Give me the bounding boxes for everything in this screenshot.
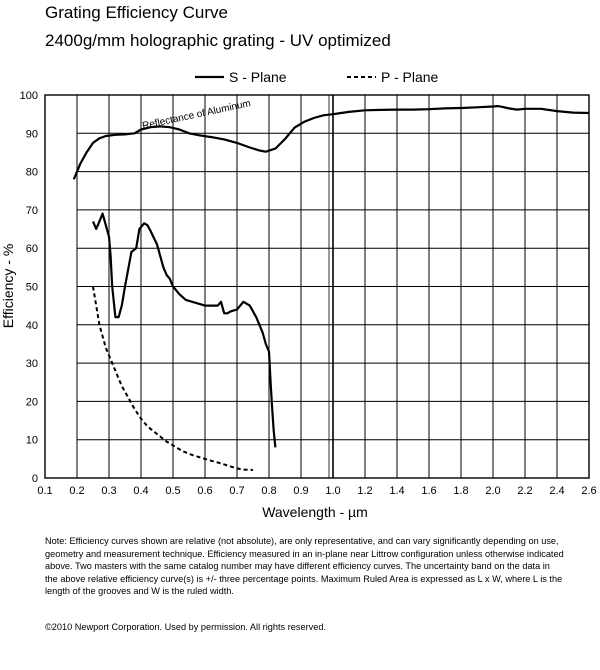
y-tick-label: 30 <box>25 358 38 371</box>
x-tick-label: 2.0 <box>485 485 501 497</box>
y-tick-label: 20 <box>25 396 38 409</box>
x-tick-label: 0.7 <box>229 485 245 497</box>
legend-p-plane-label: P - Plane <box>381 69 439 85</box>
y-tick-label: 80 <box>25 166 38 179</box>
x-tick-label: 0.4 <box>133 485 149 497</box>
x-tick-label: 0.6 <box>197 485 213 497</box>
legend-s-plane-label: S - Plane <box>229 69 287 85</box>
y-tick-label: 60 <box>25 243 38 256</box>
x-tick-label: 2.6 <box>581 485 597 497</box>
x-tick-label: 1.0 <box>325 485 341 497</box>
x-tick-label: 0.2 <box>69 485 85 497</box>
x-tick-label: 1.4 <box>389 485 405 497</box>
x-tick-label: 2.2 <box>517 485 533 497</box>
x-tick-label: 0.3 <box>101 485 117 497</box>
y-tick-label: 50 <box>25 281 38 294</box>
x-tick-label: 0.5 <box>165 485 181 497</box>
y-tick-label: 100 <box>19 90 38 102</box>
copyright: ©2010 Newport Corporation. Used by permission. All rights reserved. <box>45 622 326 632</box>
chart-title: Grating Efficiency Curve <box>45 3 228 22</box>
x-tick-label: 2.4 <box>549 485 565 497</box>
series-lines <box>74 106 589 470</box>
y-axis-label: Efficiency - % <box>0 243 16 329</box>
grid <box>45 95 589 478</box>
x-tick-label: 1.2 <box>357 485 373 497</box>
aluminum-reflectance-annotation: Reflectance of Aluminum <box>141 98 252 132</box>
legend <box>195 69 439 85</box>
chart-subtitle: 2400g/mm holographic grating - UV optimized <box>45 31 391 50</box>
y-tick-label: 10 <box>25 434 38 447</box>
x-tick-label: 1.6 <box>421 485 437 497</box>
y-tick-label: 0 <box>31 473 38 485</box>
x-tick-label: 1.8 <box>453 485 469 497</box>
s-plane-line <box>93 214 275 448</box>
x-tick-label: 0.8 <box>261 485 277 497</box>
y-tick-label: 40 <box>25 319 38 332</box>
x-tick-label: 0.9 <box>293 485 309 497</box>
footnote: Note: Efficiency curves shown are relative (not absolute), are only representative, and can vary significantly depending on use, geometry and measurement technique. Efficiency measured in an in-plane near Littrow configuration unless otherwise indicated above. Two masters with the same catalog number may have different efficiency curves. The uncertainty band on the data in the above relative efficiency curve(s) is +/- three percentage points. Maximum Ruled Area is expressed as L x W, where L is the length of the grooves and W is the ruled width. <box>45 536 564 596</box>
y-tick-label: 90 <box>25 128 38 141</box>
y-tick-labels <box>20 90 38 485</box>
x-tick-label: 0.1 <box>37 485 53 497</box>
aluminum-reflectance-line <box>74 106 589 179</box>
y-tick-label: 70 <box>25 204 38 217</box>
x-axis-label: Wavelength - µm <box>262 504 368 520</box>
x-tick-labels <box>37 485 596 497</box>
